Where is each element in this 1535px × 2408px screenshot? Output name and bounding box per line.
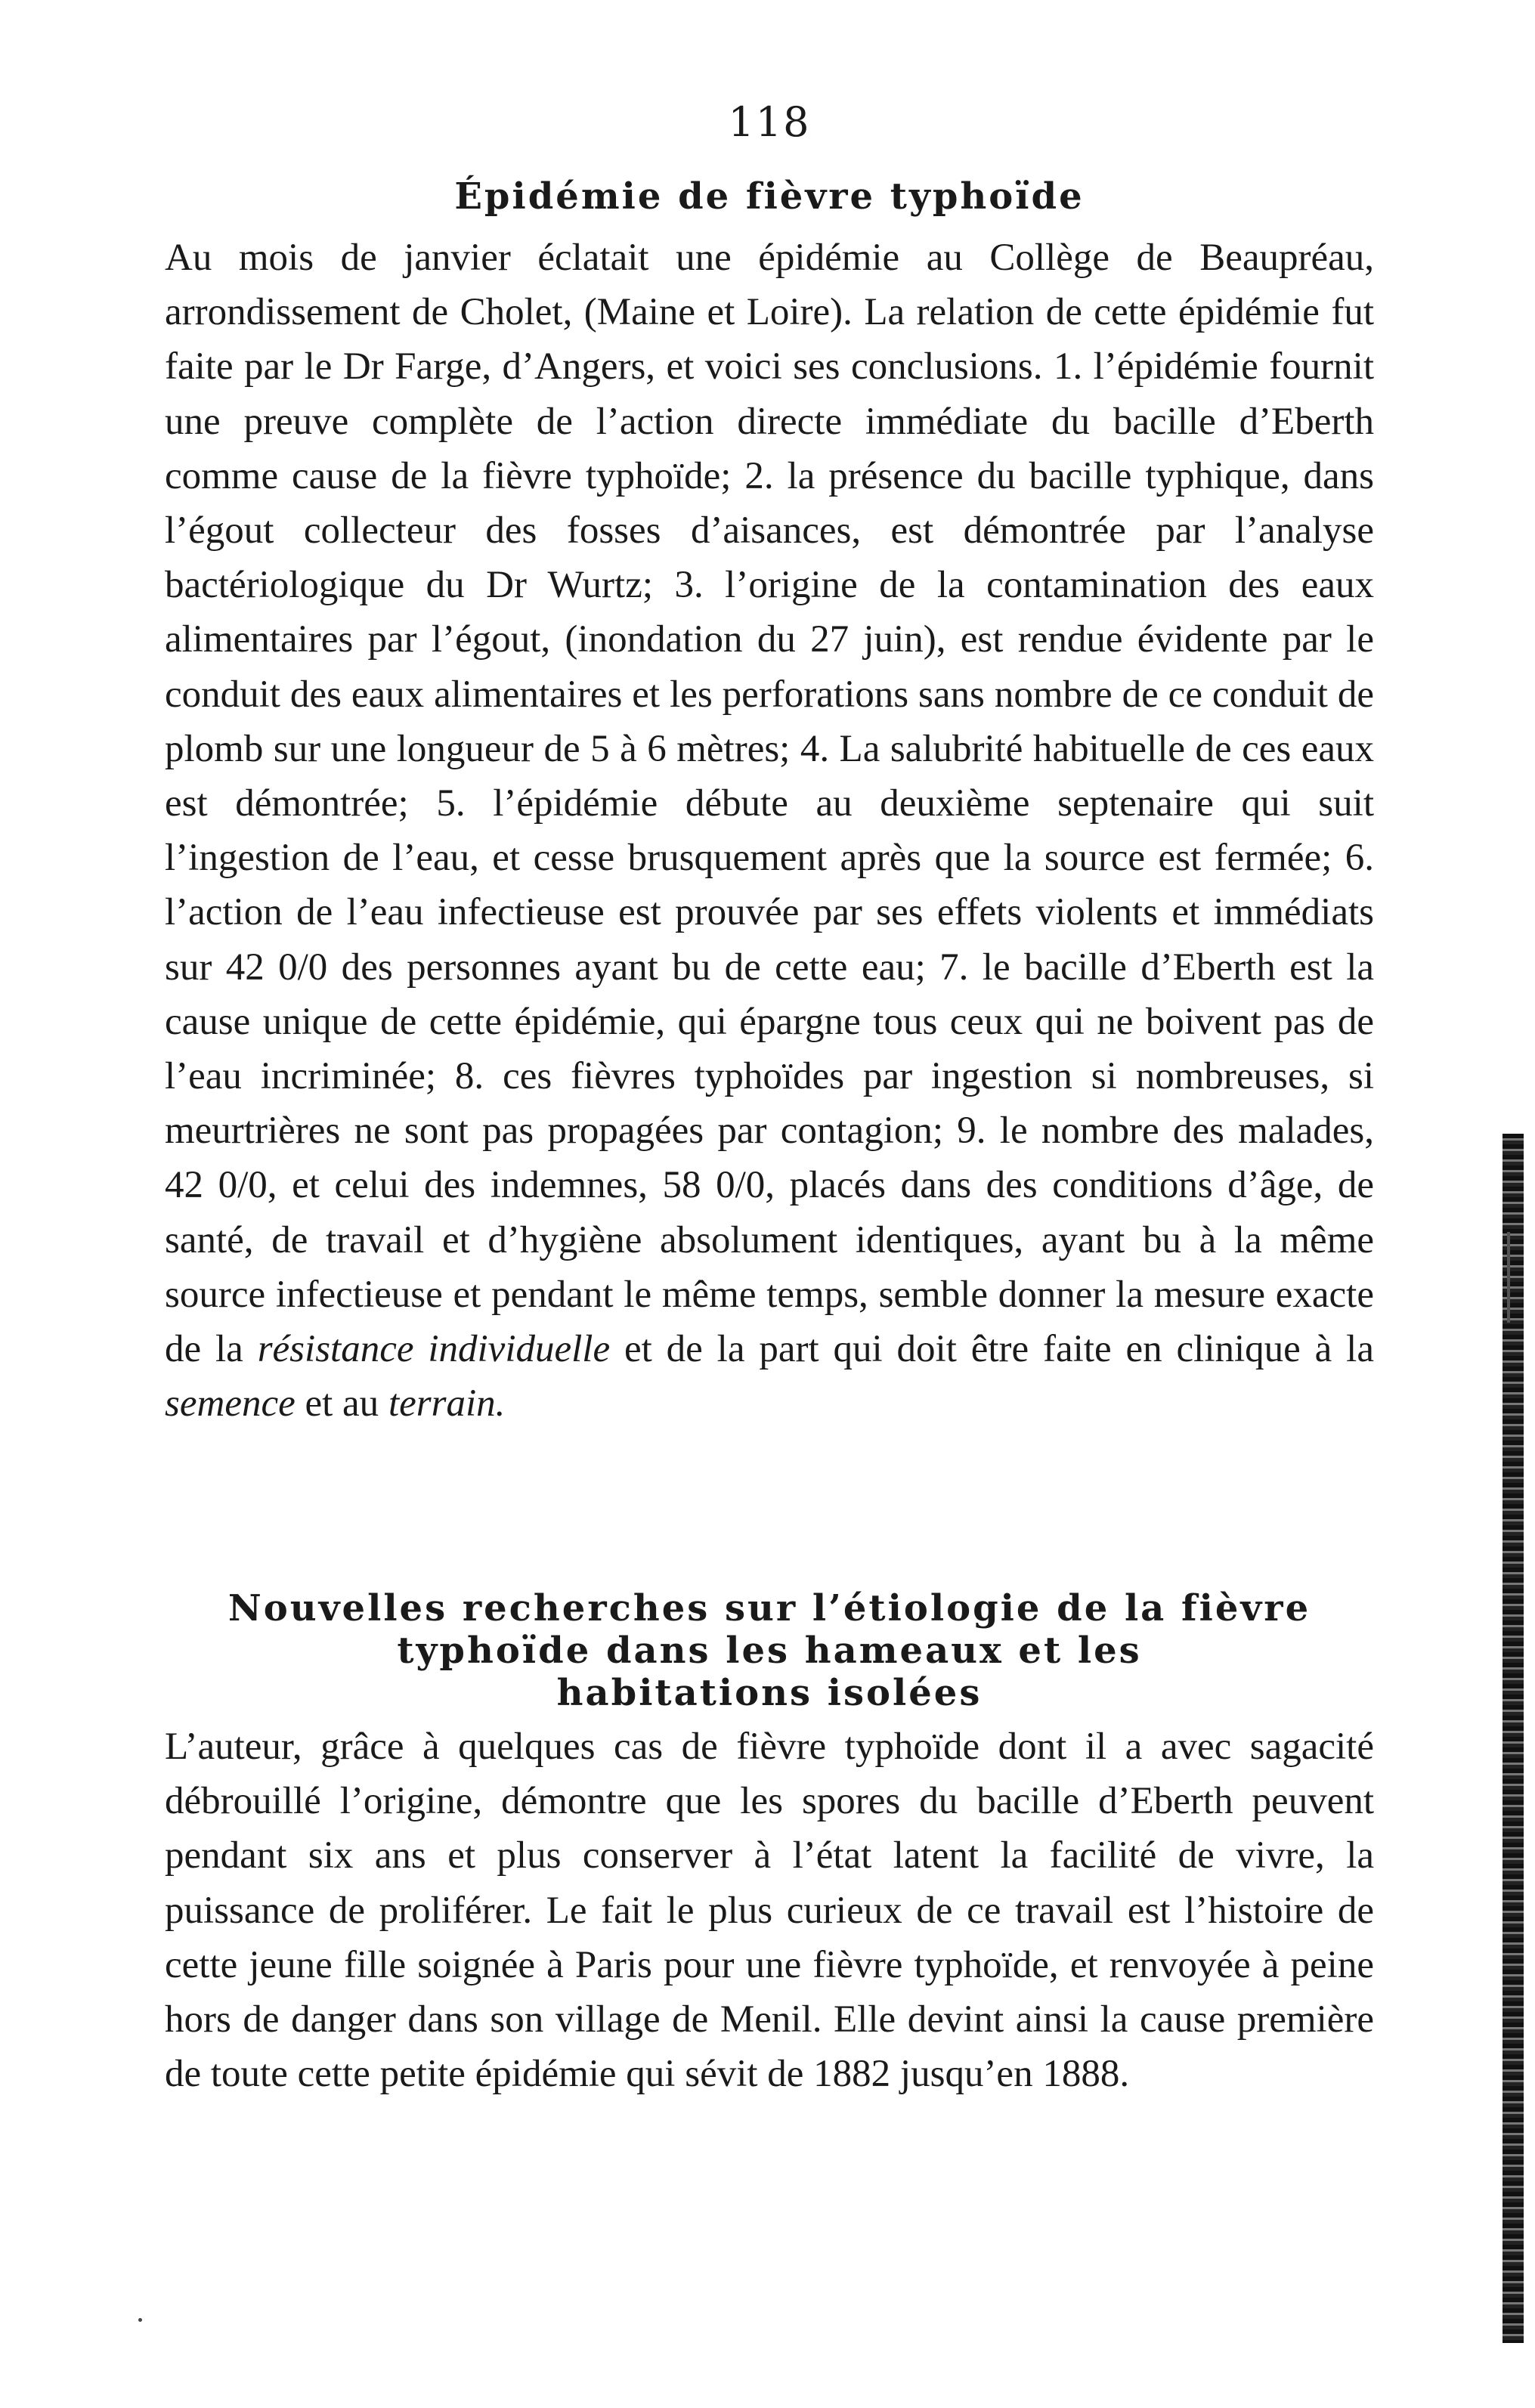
section-1-title: Épidémie de fièvre typhoïde <box>454 175 1085 218</box>
section-1-text-a: Au mois de janvier éclatait une épidémie au Collège de Beaupréau, arrondissement de Cholet, (Maine et Loire). La relation de cette épidémie fut faite par le Dr Farge, d’Angers, et voici ses conclusions. 1. l’épidémie fournit une preuve complète de l’action directe immédiate du bacille d’Eberth comme cause de la fièvre typhoïde; 2. la présence du bacille typhique, dans l’égout collecteur des fosses d’aisances, est démontrée par l’analyse bactériologique du Dr Wurtz; 3. l’origine de la contamination des eaux alimentaires par l’égout, (inondation du 27 juin), est rendue évidente par le conduit des eaux alimentaires et les perforations sans nombre de ce conduit de plomb sur une longueur de 5 à 6 mètres; 4. La salubrité habituelle de ces eaux est démontrée; 5. l’épidémie débute au deuxième septenaire qui suit l’ingestion de l’eau, et cesse brusquement après que la source est fermée; 6. l’action de l’eau infectieuse est prouvée par ses effets violents et immédiats sur 42 0/0 des personnes ayant bu de cette eau; 7. le bacille d’Eberth est la cause unique de cette épidémie, qui épargne tous ceux qui ne boivent pas de l’eau incriminée; 8. ces fièvres typhoïdes par ingestion si nombreuses, si meurtrières ne sont pas propagées par contagion; 9. le nombre des malades, 42 0/0, et celui des indemnes, 58 0/0, placés dans des conditions d’âge, de santé, de travail et d’hygiène absolument identiques, ayant bu à la même source infectieuse et pendant le même temps, semble donner la mesure exacte de la <box>165 237 1374 1371</box>
section-2-paragraph: L’auteur, grâce à quelques cas de fièvre typhoïde dont il a avec sagacité débrouillé l’origine, démontre que les spores du bacille d’Eberth peuvent pendant six ans et plus conserver à l’état latent la facilité de vivre, la puissance de proliférer. Le fait le plus curieux de ce travail est l’histoire de cette jeune fille soignée à Paris pour une fièvre typhoïde, et renvoyée à peine hors de danger dans son village de Menil. Elle devint ainsi la cause première de toute cette petite épidémie qui sévit de 1882 jusqu’en 1888. <box>165 1726 1374 2096</box>
section-1-text-b: et de la part qui doit être faite en clinique à la <box>610 1328 1374 1371</box>
section-2-title-line-1: Nouvelles recherches sur l’étiologie de la fièvre <box>227 1587 1311 1630</box>
scan-edge-shadow <box>1503 1134 1524 2343</box>
section-1-emphasis-terrain: terrain. <box>388 1382 506 1425</box>
section-1-emphasis-semence: semence <box>165 1382 296 1425</box>
section-1-emphasis-resistance: résistance individuelle <box>257 1328 611 1371</box>
section-2-title <box>165 1587 1374 1714</box>
section-2-title-line-2: typhoïde dans les hameaux et les <box>397 1630 1142 1672</box>
section-2-title-line-3: habitations isolées <box>556 1672 983 1714</box>
section-1-paragraph <box>165 231 1374 1431</box>
page-number: 118 <box>728 98 811 146</box>
scan-edge-mark <box>1507 1232 1510 1323</box>
section-1-text-c: et au <box>295 1382 388 1425</box>
scan-speck <box>138 2318 142 2322</box>
